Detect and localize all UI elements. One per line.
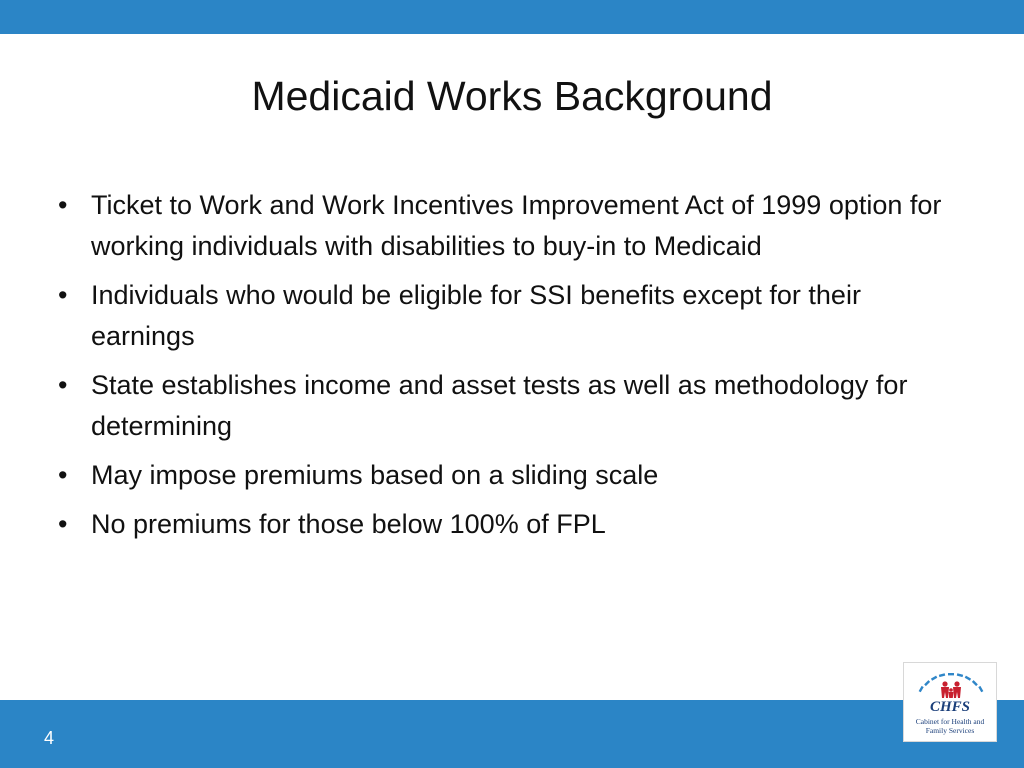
bullet-text: Individuals who would be eligible for SSI benefits except for their earnings [91,280,861,351]
bullet-marker: • [58,280,68,310]
bullet-text: Ticket to Work and Work Incentives Improvement Act of 1999 option for working individuals with disabilities to buy-in to Medicaid [91,190,942,261]
logo-abbreviation: CHFS [929,699,971,715]
bullet-item [58,504,958,545]
logo-subtitle-line-2: Family Services [925,726,975,735]
chfs-logo-mark-icon [914,667,988,701]
logo-subtitle-line-1: Cabinet for Health and [915,717,985,726]
bullet-list [58,185,958,553]
bullet-item [58,275,958,357]
bullet-marker: • [58,370,68,400]
bullet-marker: • [58,190,68,220]
bullet-item [58,365,958,447]
logo-subtitle [904,717,996,735]
bottom-accent-bar [0,700,1024,768]
bullet-text: State establishes income and asset tests as well as methodology for determining [91,370,908,441]
page-number: 4 [44,728,55,748]
bullet-text: No premiums for those below 100% of FPL [91,509,606,539]
bullet-item [58,185,958,267]
slide-title: Medicaid Works Background [251,73,773,119]
bullet-marker: • [58,460,68,490]
bullet-text: May impose premiums based on a sliding scale [91,460,659,490]
bullet-marker: • [58,509,68,539]
top-accent-bar [0,0,1024,34]
bullet-item [58,455,958,496]
chfs-logo [903,662,997,742]
